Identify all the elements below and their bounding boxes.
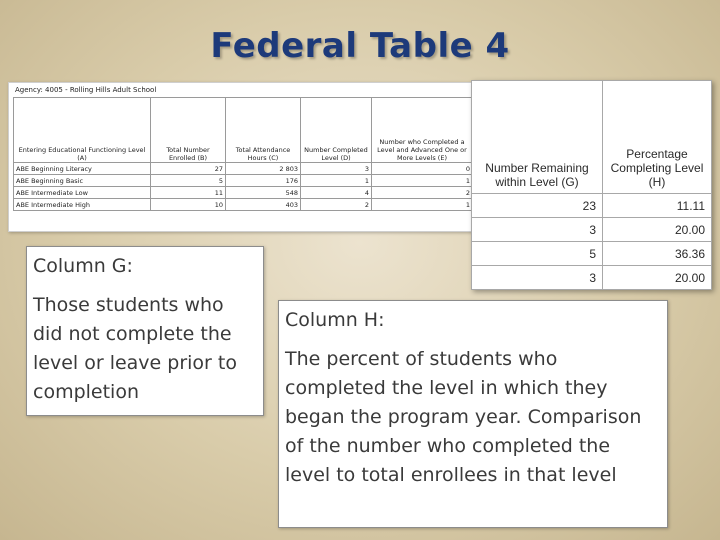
table-row [14, 187, 473, 199]
column-g-description: Those students who did not complete the level or leave prior to completion [33, 294, 237, 403]
table-row [14, 199, 473, 211]
header-total-enrolled: Total Number Enrolled (B) [151, 98, 226, 163]
page-title: Federal Table 4 [210, 26, 510, 66]
header-number-remaining: Number Remaining within Level (G) [472, 81, 603, 194]
table-cell: 20.00 [603, 218, 712, 242]
table-row [472, 194, 712, 218]
table-cell: ABE Intermediate High [14, 199, 151, 211]
federal-table-4 [13, 97, 473, 211]
table-cell: 1 [301, 175, 372, 187]
header-attendance-hours: Total Attendance Hours (C) [226, 98, 301, 163]
table-cell: 10 [151, 199, 226, 211]
table-cell: 2 [372, 187, 473, 199]
table-cell: 3 [301, 163, 372, 175]
table-cell: 5 [472, 242, 603, 266]
table-cell: 2 [301, 199, 372, 211]
table-row [14, 175, 473, 187]
zoomed-columns-g-h [471, 80, 712, 290]
table-row [14, 163, 473, 175]
table-row [472, 218, 712, 242]
table-cell: 3 [472, 266, 603, 290]
column-g-callout [26, 246, 264, 416]
header-percentage-completing: Percentage Completing Level (H) [603, 81, 712, 194]
table-cell: 11 [151, 187, 226, 199]
column-h-callout [278, 300, 668, 528]
table-cell: 0 [372, 163, 473, 175]
table-cell: 1 [372, 175, 473, 187]
table-cell: 3 [472, 218, 603, 242]
agency-label: Agency: 4005 - Rolling Hills Adult School [15, 86, 157, 94]
table-row [472, 242, 712, 266]
table-cell: 23 [472, 194, 603, 218]
table-cell: 2 803 [226, 163, 301, 175]
table-cell: ABE Beginning Basic [14, 175, 151, 187]
table-cell: 27 [151, 163, 226, 175]
table-cell: 36.36 [603, 242, 712, 266]
scanned-table-image [8, 82, 476, 232]
table-cell: ABE Beginning Literacy [14, 163, 151, 175]
table-cell: 4 [301, 187, 372, 199]
table-cell: 11.11 [603, 194, 712, 218]
column-h-description: The percent of students who completed the level in which they began the program year. Comparison of the number who completed the level to total enrollees in that level [285, 348, 642, 486]
header-completed-advanced: Number who Completed a Level and Advanced One or More Levels (E) [372, 98, 473, 163]
table-cell: 548 [226, 187, 301, 199]
table-cell: 20.00 [603, 266, 712, 290]
columns-g-h-table [471, 80, 712, 290]
column-h-heading: Column H: [285, 309, 385, 331]
table-cell: 1 [372, 199, 473, 211]
table-cell: 176 [226, 175, 301, 187]
column-g-heading: Column G: [33, 255, 133, 277]
header-completed-level: Number Completed Level (D) [301, 98, 372, 163]
table-cell: ABE Intermediate Low [14, 187, 151, 199]
header-entering-level: Entering Educational Functioning Level (A) [14, 98, 151, 163]
table-cell: 5 [151, 175, 226, 187]
table-cell: 403 [226, 199, 301, 211]
table-row [472, 266, 712, 290]
